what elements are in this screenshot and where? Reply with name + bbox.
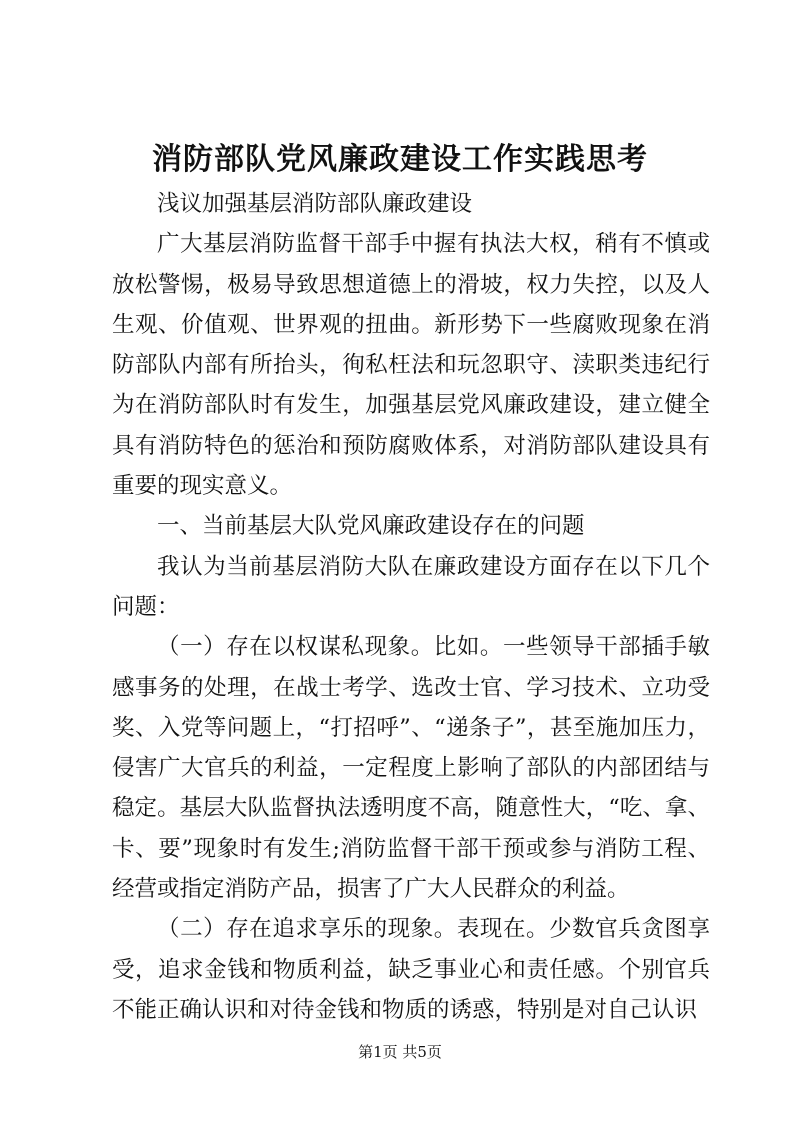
page-number-footer: 第1页 共5页: [358, 1043, 442, 1061]
paragraph-section-heading: 一、当前基层大队党风廉政建设存在的问题: [157, 513, 585, 540]
paragraph-intro: 广大基层消防监督干部手中握有执法大权，稍有不慎或放松警惕，极易导致思想道德上的滑坡，权力失控，以及人生观、价值观、世界观的扭曲。新形势下一些腐败现象在消防部队内部有所抬头，徇私枉法和玩忽职守、渎职类违纪行为在消防部队时有发生，加强基层党风廉政建设，建立健全具有消防特色的惩治和预防腐败体系，对消防部队建设具有重要的现实意义。: [112, 231, 710, 500]
document-title: 消防部队党风廉政建设工作实践思考: [152, 142, 648, 177]
document-body: [112, 184, 710, 1030]
paragraph-problem-1: （一）存在以权谋私现象。比如。一些领导干部插手敏感事务的处理，在战士考学、选改士官、学习技术、立功受奖、入党等问题上，“打招呼”、“递条子”，甚至施加压力，侵害广大官兵的利益，一定程度上影响了部队的内部团结与稳定。基层大队监督执法透明度不高，随意性大，“吃、拿、卡、要”现象时有发生;消防监督干部干预或参与消防工程、经营或指定消防产品，损害了广大人民群众的利益。: [112, 634, 710, 903]
paragraph-subtitle: 浅议加强基层消防部队廉政建设: [157, 191, 473, 217]
paragraph-problems-intro: 我认为当前基层消防大队在廉政建设方面存在以下几个问题：: [112, 553, 710, 620]
paragraph-problem-2: （二）存在追求享乐的现象。表现在。少数官兵贪图享受，追求金钱和物质利益，缺乏事业心和责任感。个别官兵不能正确认识和对待金钱和物质的诱惑，特别是对自己认识: [112, 916, 710, 1023]
